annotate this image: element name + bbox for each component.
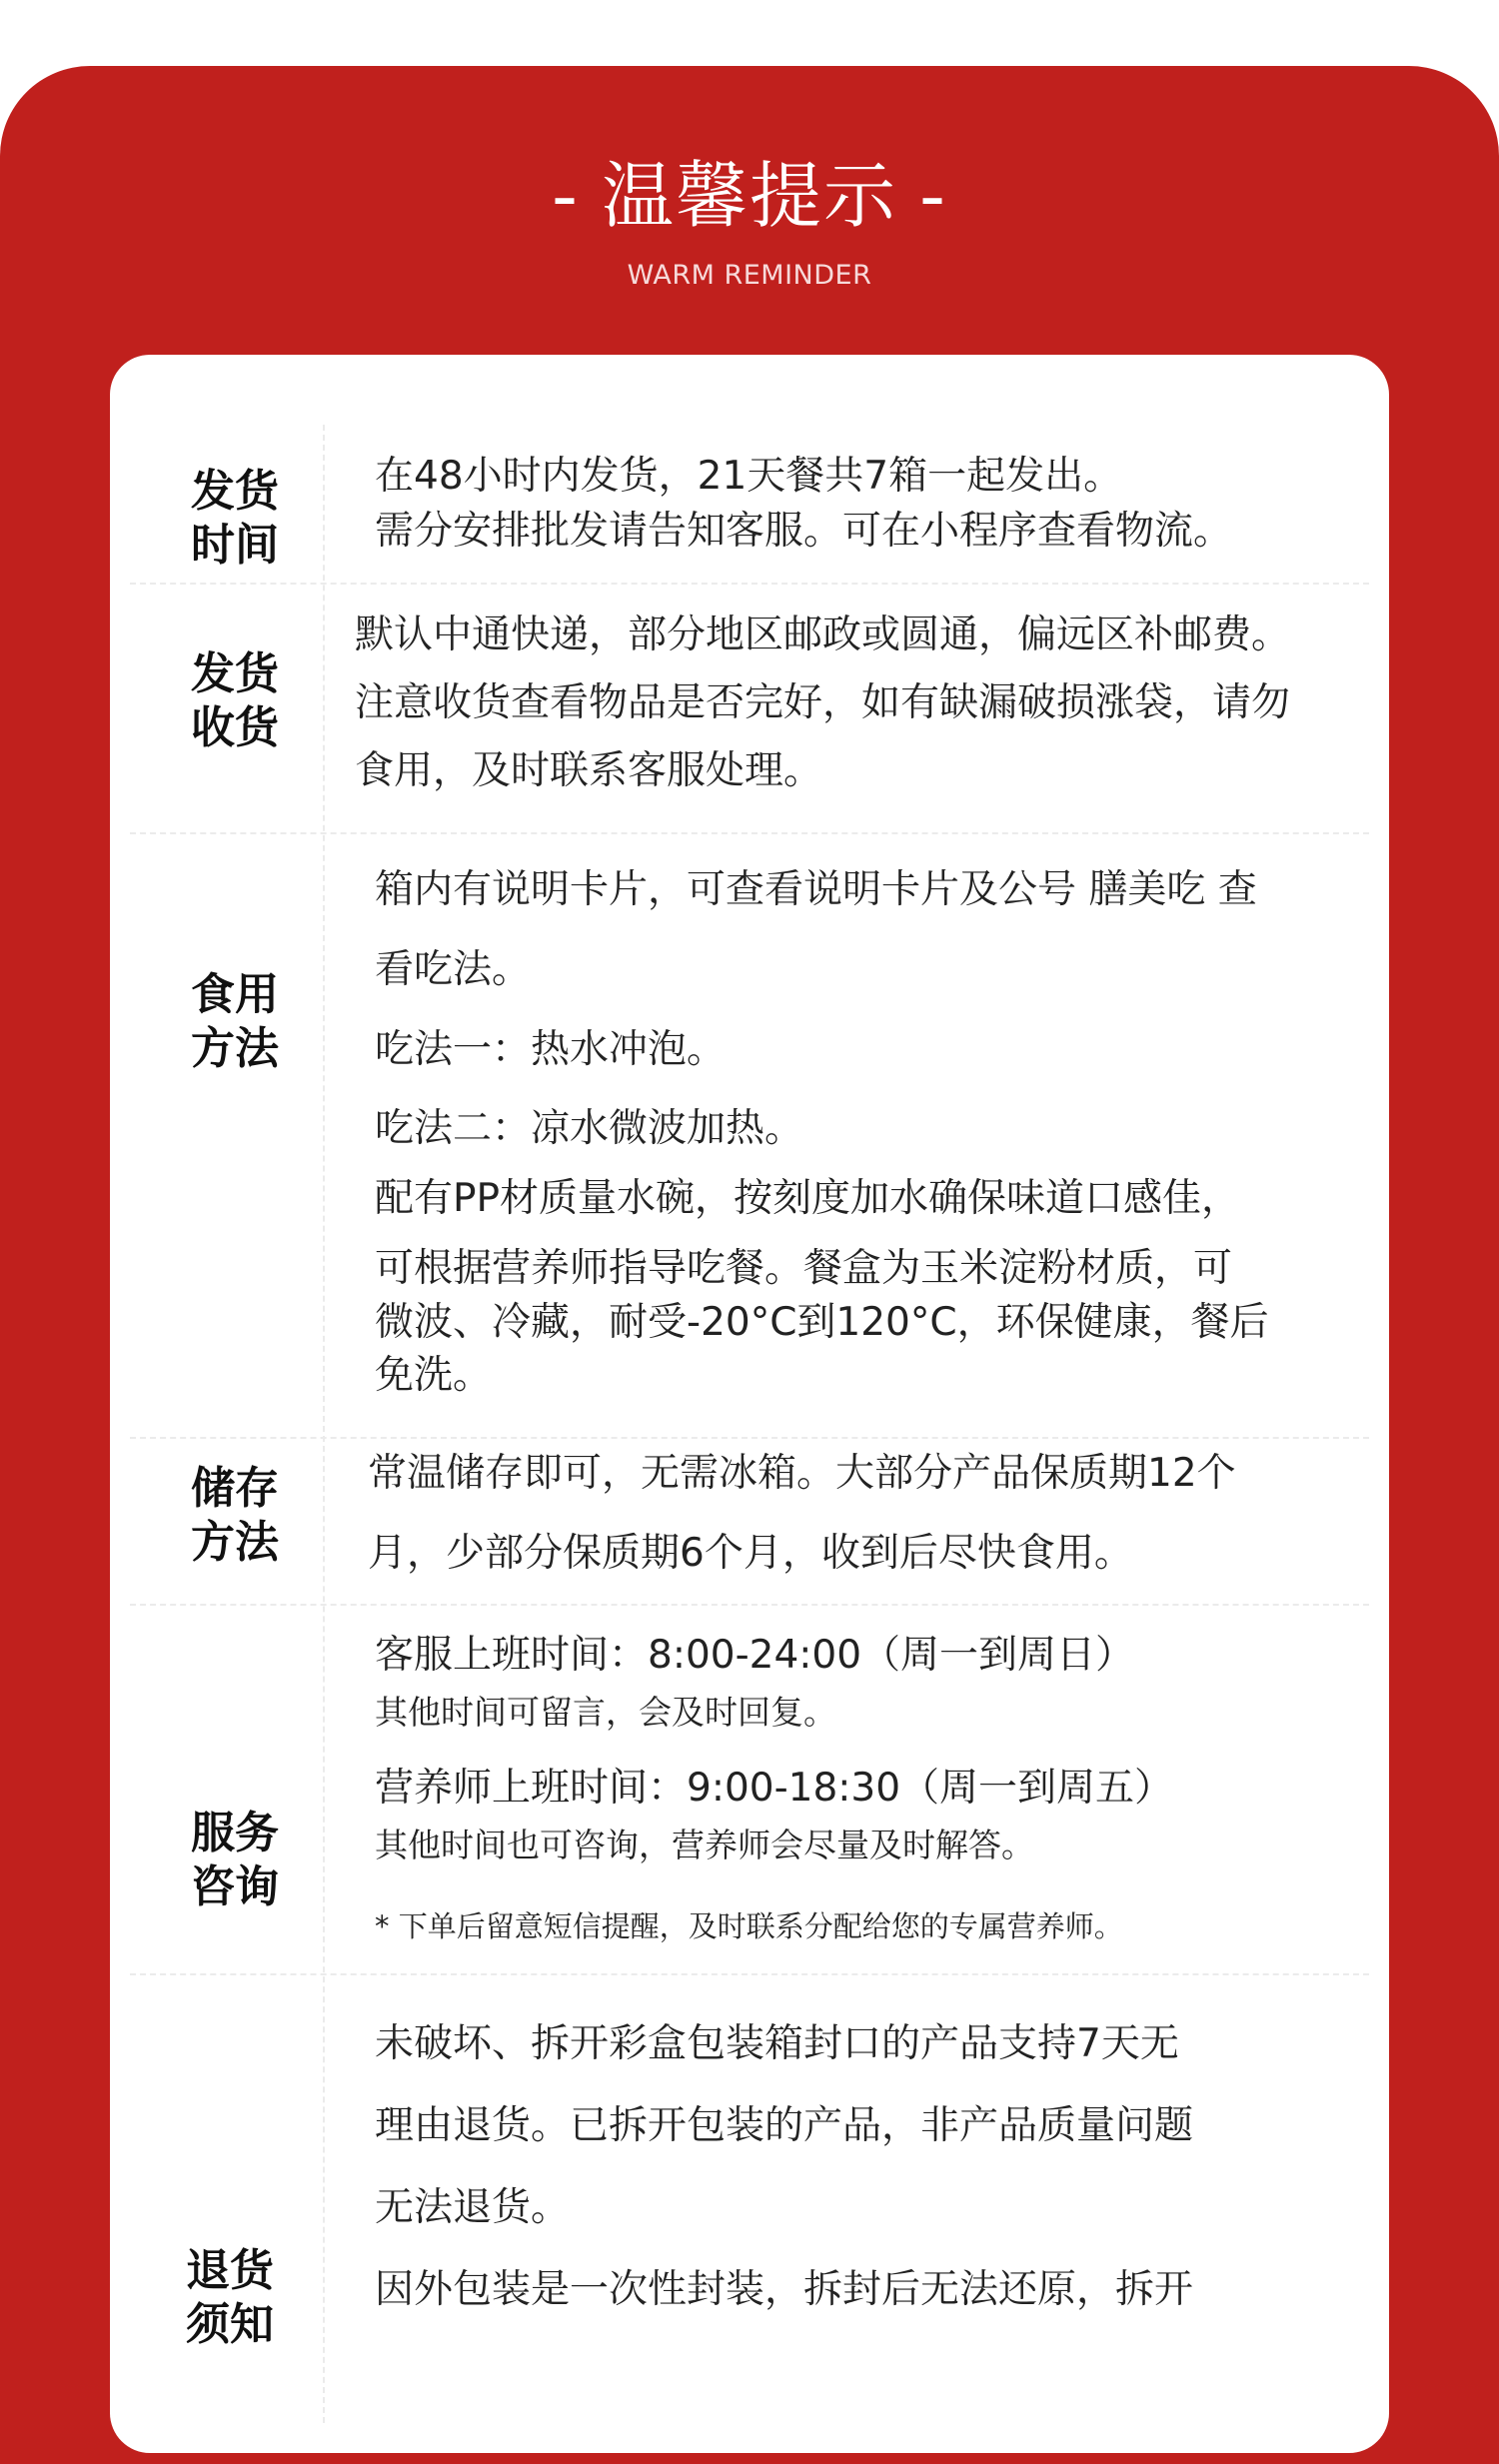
usage-line-1: 箱内有说明卡片，可查看说明卡片及公号 膳美吃 查 <box>375 867 1257 912</box>
returns-line-2: 理由退货。已拆开包装的产品，非产品质量问题 <box>375 2103 1194 2148</box>
label-usage: 食用 方法 <box>191 969 279 1074</box>
returns-line-1: 未破坏、拆开彩盒包装箱封口的产品支持7天无 <box>375 2021 1179 2066</box>
label-service: 服务 咨询 <box>191 1808 279 1912</box>
label-shipping-time: 发货 时间 <box>191 466 279 571</box>
service-nutritionist-hours: 营养师上班时间：9:00-18:30（周一到周五） <box>375 1766 1174 1811</box>
title-text: 温馨提示 <box>601 154 897 238</box>
row-divider <box>130 1973 1369 1975</box>
row-divider <box>130 832 1369 834</box>
label-returns: 退货 须知 <box>186 2245 274 2350</box>
usage-line-5: 配有PP材质量水碗，按刻度加水确保味道口感佳， <box>375 1176 1241 1221</box>
storage-line-2: 月，少部分保质期6个月，收到后尽快食用。 <box>368 1531 1133 1576</box>
label-storage: 储存 方法 <box>191 1463 279 1568</box>
usage-line-2: 看吃法。 <box>375 947 532 992</box>
row-divider <box>130 1604 1369 1606</box>
reminder-card <box>110 355 1389 2453</box>
page-title <box>0 150 1499 242</box>
usage-line-8: 免洗。 <box>375 1353 493 1398</box>
usage-line-4: 吃法二：凉水微波加热。 <box>375 1106 804 1151</box>
column-divider <box>323 425 325 2423</box>
row-divider <box>130 1437 1369 1439</box>
usage-line-6: 可根据营养师指导吃餐。餐盒为玉米淀粉材质，可 <box>375 1246 1233 1291</box>
row-divider <box>130 583 1369 585</box>
delivery-line-1: 默认中通快递，部分地区邮政或圆通，偏远区补邮费。 <box>355 613 1291 657</box>
storage-line-1: 常温储存即可，无需冰箱。大部分产品保质期12个 <box>368 1451 1236 1496</box>
page-subtitle: WARM REMINDER <box>627 260 872 291</box>
service-footnote: * 下单后留意短信提醒，及时联系分配给您的专属营养师。 <box>375 1909 1123 1943</box>
title-dash-left: - <box>552 154 580 238</box>
usage-line-7: 微波、冷藏，耐受-20°C到120°C，环保健康，餐后 <box>375 1300 1269 1345</box>
title-dash-right: - <box>919 154 947 238</box>
service-cs-hours: 客服上班时间：8:00-24:00（周一到周日） <box>375 1633 1135 1678</box>
returns-line-3: 无法退货。 <box>375 2185 571 2230</box>
service-nutritionist-note: 其他时间也可咨询，营养师会尽量及时解答。 <box>375 1826 1034 1864</box>
usage-line-3: 吃法一：热水冲泡。 <box>375 1027 727 1072</box>
delivery-line-3: 食用，及时联系客服处理。 <box>355 748 823 793</box>
label-delivery: 发货 收货 <box>191 648 279 753</box>
delivery-line-2: 注意收货查看物品是否完好，如有缺漏破损涨袋，请勿 <box>355 680 1291 725</box>
shipping-time-line-2: 需分安排批发请告知客服。可在小程序查看物流。 <box>375 509 1233 554</box>
service-cs-note: 其他时间可留言，会及时回复。 <box>375 1693 836 1732</box>
shipping-time-line-1: 在48小时内发货，21天餐共7箱一起发出。 <box>375 454 1123 499</box>
returns-line-4: 因外包装是一次性封装，拆封后无法还原，拆开 <box>375 2267 1194 2312</box>
